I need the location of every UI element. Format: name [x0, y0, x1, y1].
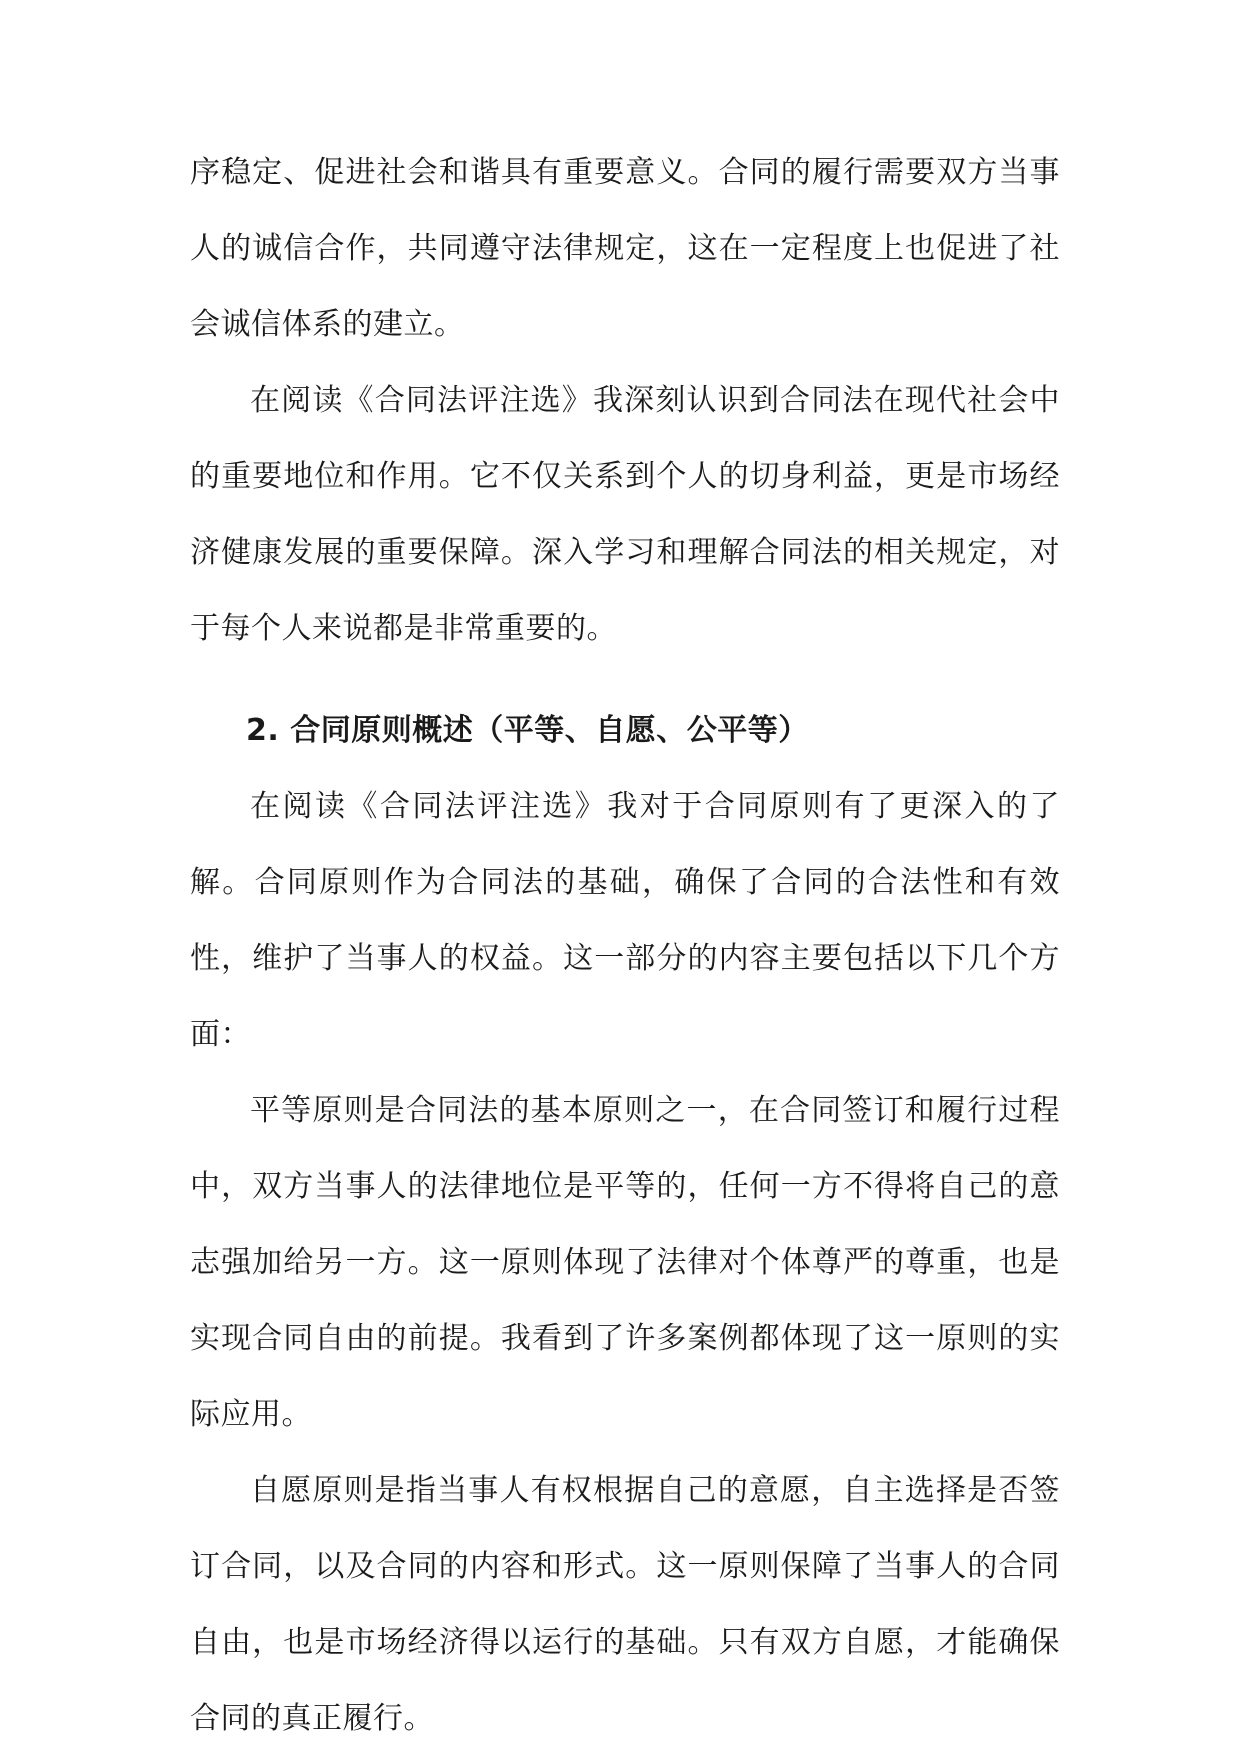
section-gap	[190, 667, 1060, 693]
paragraph-continuation: 序稳定、促进社会和谐具有重要意义。合同的履行需要双方当事人的诚信合作，共同遵守法律规定，这在一定程度上也促进了社会诚信体系的建立。	[190, 155, 1060, 342]
paragraph-equality-principle: 平等原则是合同法的基本原则之一，在合同签订和履行过程中，双方当事人的法律地位是平等的，任何一方不得将自己的意志强加给另一方。这一原则体现了法律对个体尊严的尊重，也是实现合同自由的前提。我看到了许多案例都体现了这一原则的实际应用。	[190, 1093, 1060, 1432]
section-heading: 2. 合同原则概述（平等、自愿、公平等）	[246, 713, 809, 748]
paragraph-voluntary-principle: 自愿原则是指当事人有权根据自己的意愿，自主选择是否签订合同，以及合同的内容和形式。这一原则保障了当事人的合同自由，也是市场经济得以运行的基础。只有双方自愿，才能确保合同的真正履行。	[190, 1473, 1060, 1736]
paragraph-principles-intro: 在阅读《合同法评注选》我对于合同原则有了更深入的了解。合同原则作为合同法的基础，确保了合同的合法性和有效性，维护了当事人的权益。这一部分的内容主要包括以下几个方面：	[190, 789, 1060, 1052]
document-page	[190, 135, 1060, 1757]
paragraph-reading-reflection: 在阅读《合同法评注选》我深刻认识到合同法在现代社会中的重要地位和作用。它不仅关系到个人的切身利益，更是市场经济健康发展的重要保障。深入学习和理解合同法的相关规定，对于每个人来说都是非常重要的。	[190, 383, 1060, 646]
